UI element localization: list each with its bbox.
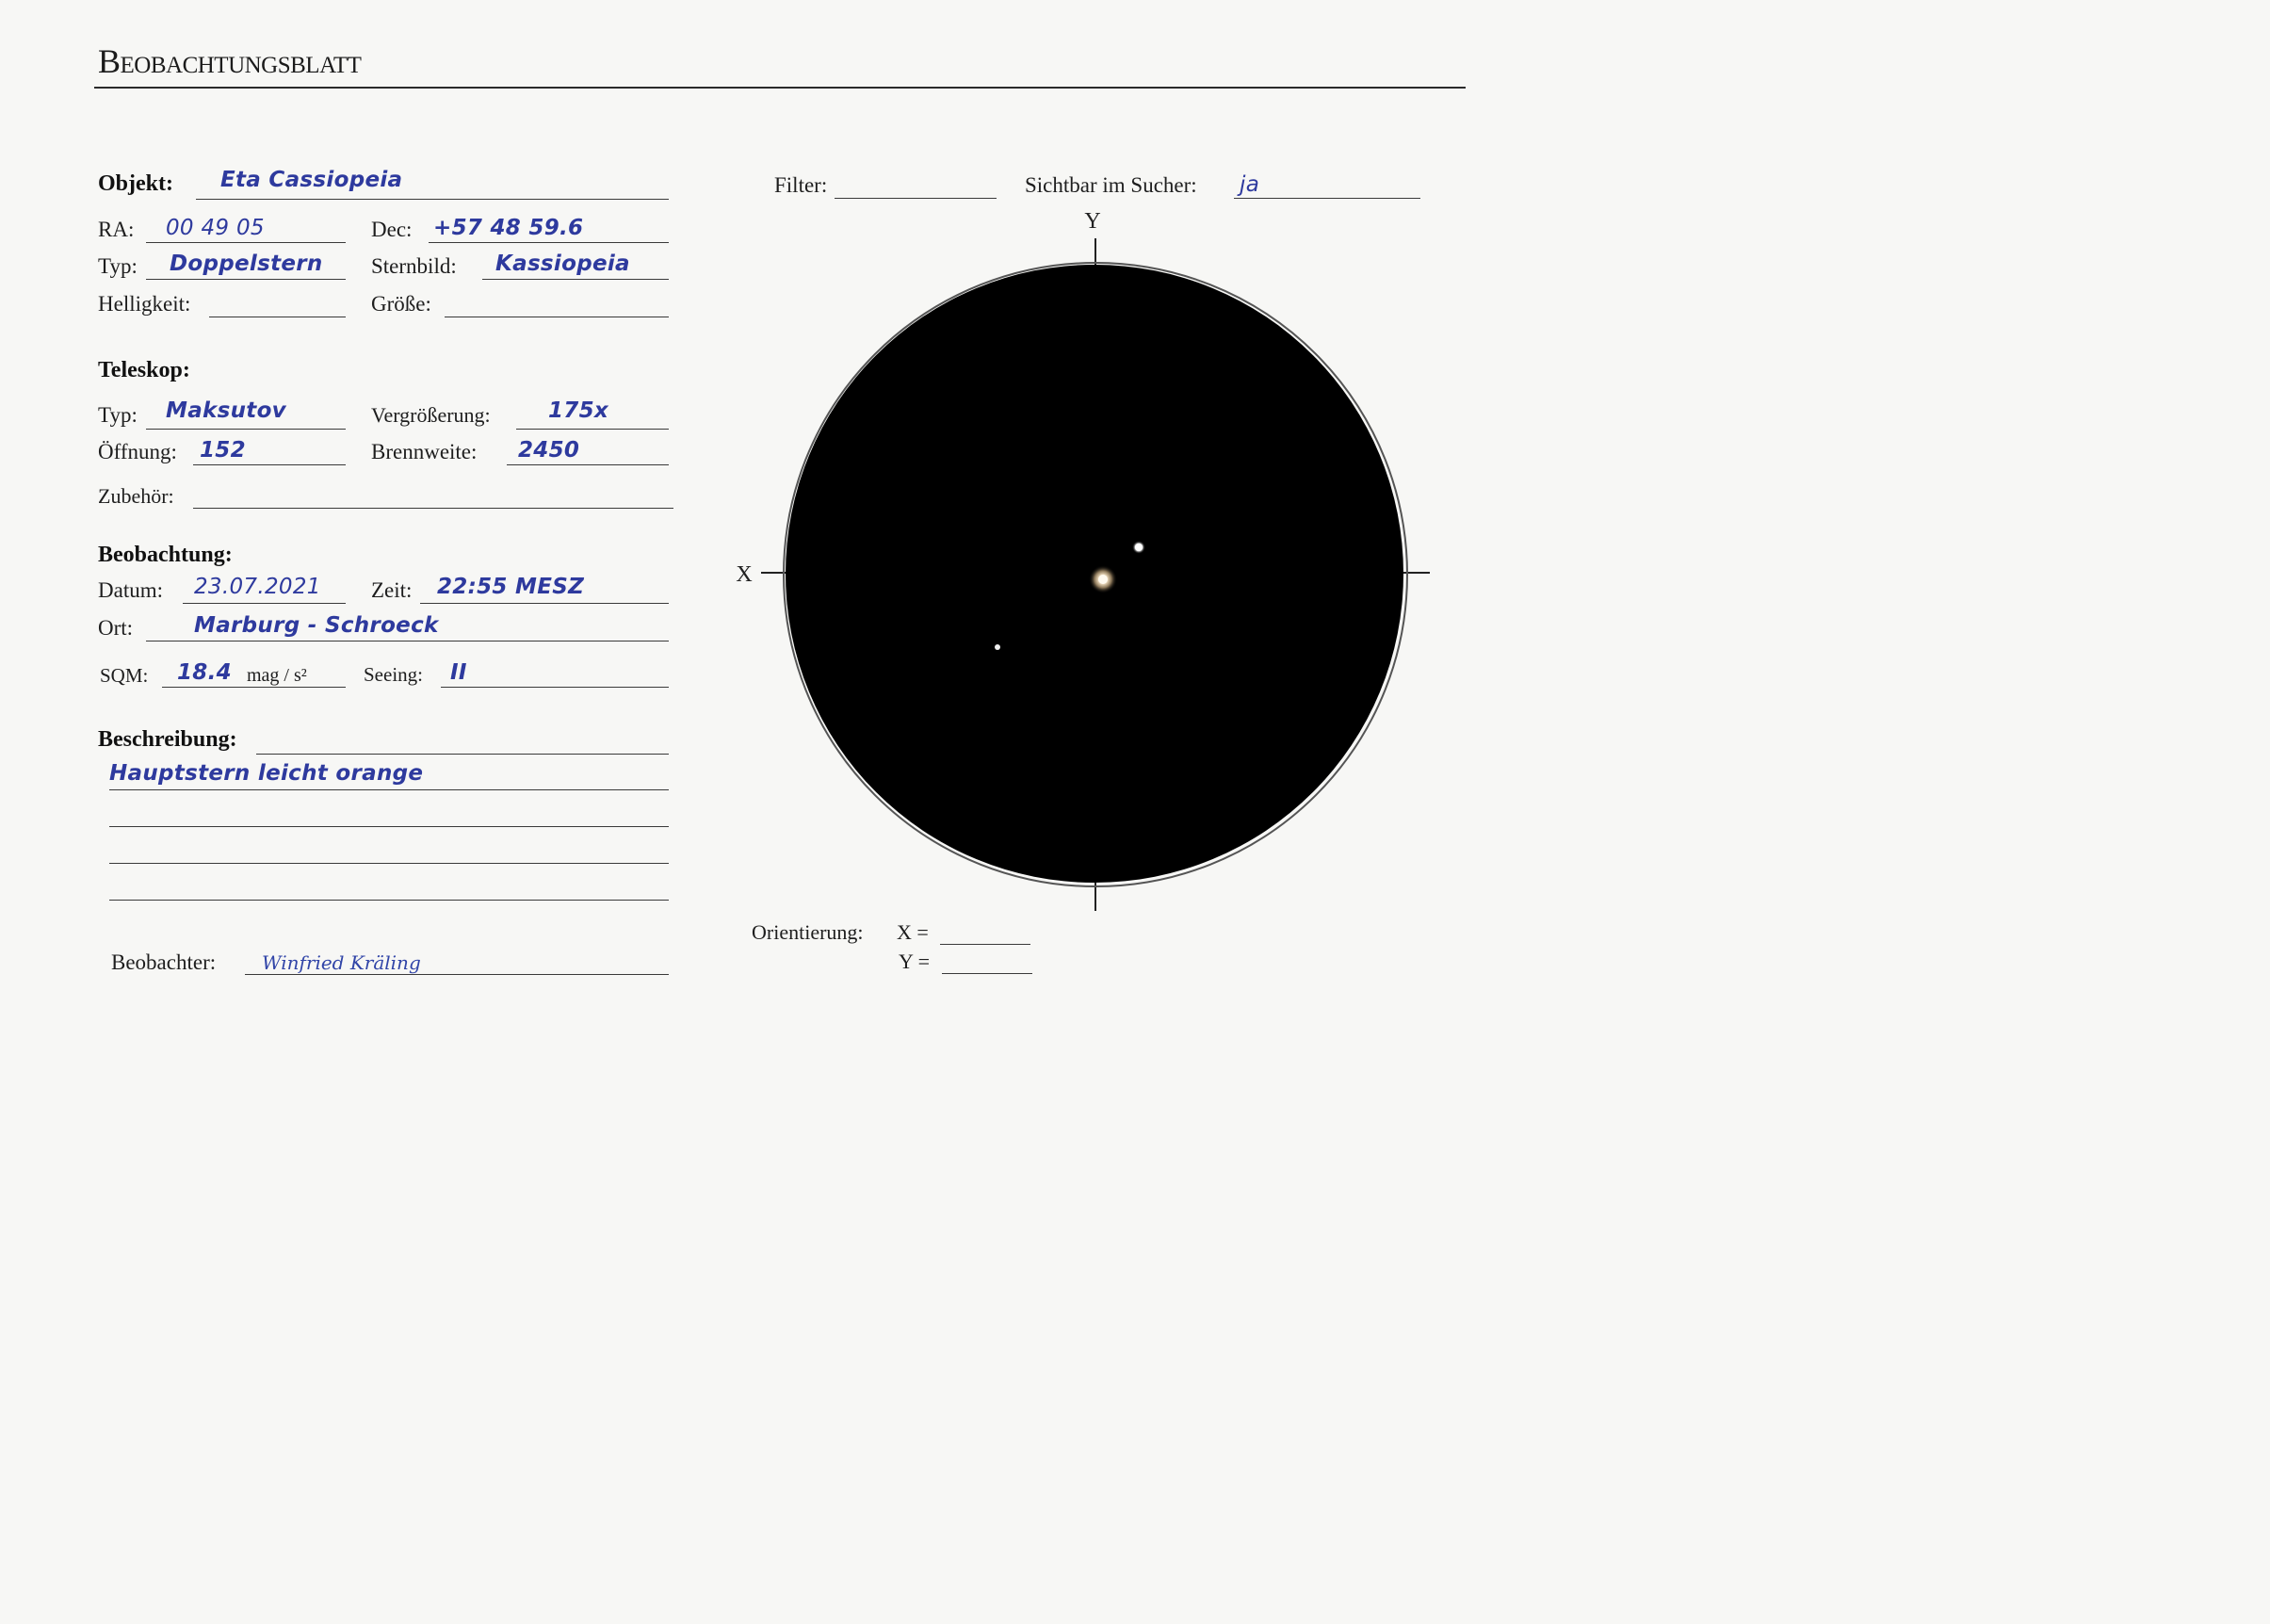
brennweite-line <box>507 464 669 465</box>
objekt-typ-value[interactable]: Doppelstern <box>170 252 323 276</box>
filter-line[interactable] <box>835 198 997 199</box>
beschreibung-heading: Beschreibung: <box>98 727 237 752</box>
zubehoer-line[interactable] <box>193 508 673 509</box>
sqm-unit: mag / s² <box>247 665 307 686</box>
zeit-value[interactable]: 22:55 MESZ <box>437 575 585 599</box>
beschreibung-line-3[interactable] <box>109 863 669 864</box>
beschreibung-line-1 <box>109 789 669 790</box>
objekt-heading: Objekt: <box>98 171 173 196</box>
beschreibung-text-line[interactable]: Hauptstern leicht orange <box>109 761 424 786</box>
zubehoer-label: Zubehör: <box>98 484 174 508</box>
teleskop-heading: Teleskop: <box>98 358 190 382</box>
oeffnung-line <box>193 464 346 465</box>
orientierung-label: Orientierung: <box>752 920 864 944</box>
oeffnung-value[interactable]: 152 <box>200 438 246 463</box>
vergroesserung-value[interactable]: 175x <box>548 398 609 423</box>
objekt-line <box>196 199 669 200</box>
axis-y-label: Y <box>1084 209 1101 234</box>
orient-y-line[interactable] <box>942 973 1032 974</box>
orient-x-line[interactable] <box>940 944 1030 945</box>
dec-line <box>429 242 669 243</box>
sternbild-line <box>482 279 669 280</box>
brennweite-value[interactable]: 2450 <box>518 438 580 463</box>
brennweite-label: Brennweite: <box>371 440 478 463</box>
teleskop-typ-value[interactable]: Maksutov <box>166 398 286 423</box>
oeffnung-label: Öffnung: <box>98 440 177 463</box>
teleskop-typ-label: Typ: <box>98 403 138 427</box>
zeit-line <box>420 603 669 604</box>
seeing-label: Seeing: <box>364 663 423 686</box>
beobachter-label: Beobachter: <box>111 950 217 974</box>
vergroesserung-label: Vergrößerung: <box>371 403 491 427</box>
objekt-value[interactable]: Eta Cassiopeia <box>220 168 403 192</box>
beschreibung-line-0 <box>256 754 669 755</box>
sqm-value[interactable]: 18.4 <box>177 660 232 685</box>
faint-star <box>995 644 1000 650</box>
ra-label: RA: <box>98 218 135 241</box>
seeing-value[interactable]: II <box>450 660 467 685</box>
ort-label: Ort: <box>98 616 134 640</box>
datum-label: Datum: <box>98 578 163 602</box>
beobachter-signature[interactable]: Winfried Kräling <box>262 951 421 974</box>
sternbild-value[interactable]: Kassiopeia <box>495 252 630 276</box>
groesse-label: Größe: <box>371 292 431 316</box>
axis-x-label: X <box>736 562 753 587</box>
sucher-line <box>1234 198 1420 199</box>
sucher-label: Sichtbar im Sucher: <box>1025 173 1197 197</box>
vergroesserung-line <box>516 429 669 430</box>
teleskop-typ-line <box>146 429 346 430</box>
main-star-core <box>1098 575 1108 584</box>
beobachter-line <box>245 974 669 975</box>
datum-value[interactable]: 23.07.2021 <box>194 575 321 599</box>
field-of-view <box>725 203 1441 928</box>
sqm-line <box>162 687 346 688</box>
ra-line <box>146 242 346 243</box>
orient-x-label: X = <box>897 920 929 944</box>
companion-star-core <box>1135 544 1143 551</box>
ort-value[interactable]: Marburg - Schroeck <box>194 613 439 638</box>
filter-label: Filter: <box>774 173 828 197</box>
sucher-value[interactable]: ja <box>1240 172 1260 197</box>
beschreibung-line-4[interactable] <box>109 900 669 901</box>
dec-label: Dec: <box>371 218 413 241</box>
dec-value[interactable]: +57 48 59.6 <box>433 216 584 240</box>
orient-y-label: Y = <box>899 950 930 973</box>
datum-line <box>183 603 346 604</box>
sternbild-label: Sternbild: <box>371 254 457 278</box>
sheet-title: Beobachtungsblatt <box>98 42 362 80</box>
zeit-label: Zeit: <box>371 578 413 602</box>
objekt-typ-line <box>146 279 346 280</box>
helligkeit-label: Helligkeit: <box>98 292 191 316</box>
beobachtung-heading: Beobachtung: <box>98 543 233 567</box>
beschreibung-line-2[interactable] <box>109 826 669 827</box>
title-rule <box>94 87 1466 89</box>
sqm-label: SQM: <box>100 664 149 687</box>
objekt-typ-label: Typ: <box>98 254 138 278</box>
seeing-line <box>441 687 669 688</box>
ra-value[interactable]: 00 49 05 <box>166 216 265 240</box>
